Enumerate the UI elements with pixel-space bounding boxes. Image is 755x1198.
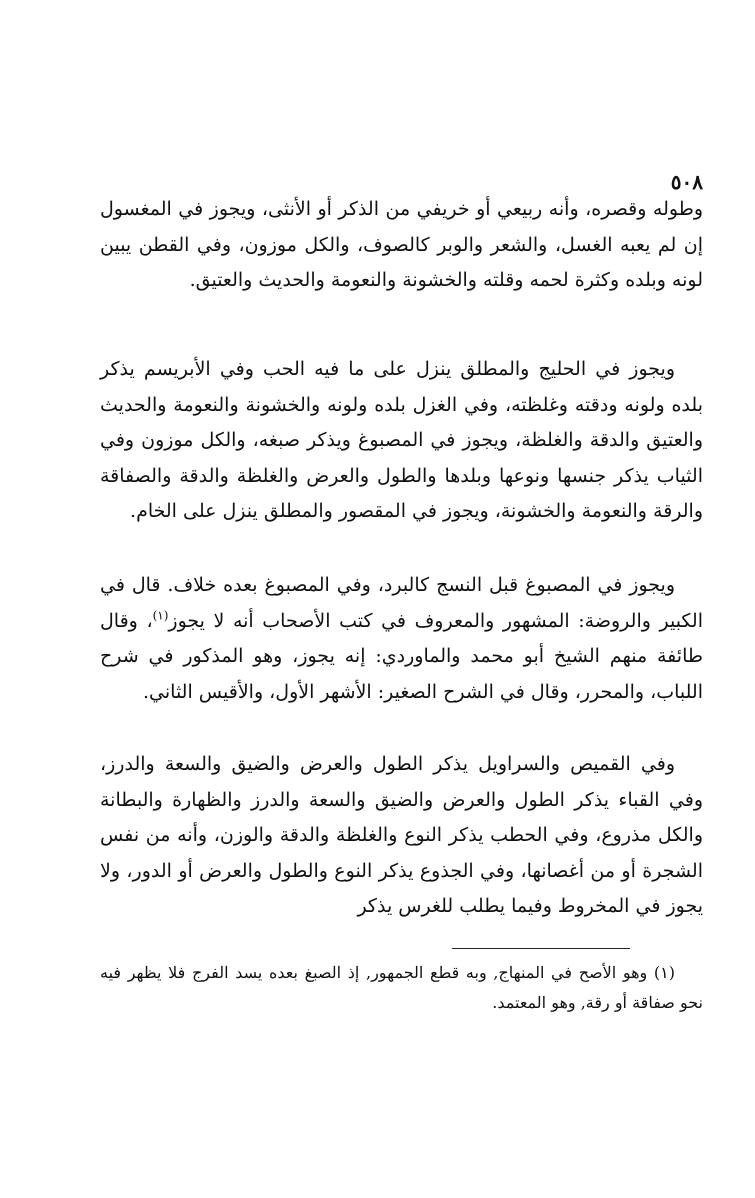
paragraph-3-text-before-ref: ويجوز في المصبوغ قبل النسج كالبرد، وفي المصبوغ بعده خلاف. قال في الكبير والروضة: المشهور والمعروف في كتب الأصحاب أنه لا يجوز xyxy=(100,574,703,632)
paragraph-3 xyxy=(100,568,703,710)
footnote-divider xyxy=(452,948,630,949)
page-number: ٥٠٨ xyxy=(670,170,703,194)
footnote-1: (١) وهو الأصح في المنهاج, وبه قطع الجمهور, إذ الصبغ بعده يسد الفرج فلا يظهر فيه نحو صفاقة أو رقة, وهو المعتمد. xyxy=(100,963,703,1012)
paragraph-2: ويجوز في الحليج والمطلق ينزل على ما فيه الحب وفي الأبريسم يذكر بلده ولونه ودقته وغلظته، وفي الغزل بلده ولونه والخشونة والنعومة والحديث والعتيق والدقة والغلظة، ويجوز في المصبوغ ويذكر صبغه، والكل موزون وفي الثياب يذكر جنسها ونوعها وبلدها والطول والعرض والغلظة والدقة والصفاقة والرقة والنعومة والخشونة، ويجوز في المقصور والمطلق ينزل على الخام. xyxy=(100,358,703,522)
footnote-reference-1[interactable]: (١) xyxy=(152,608,169,623)
paragraph-1: وطوله وقصره، وأنه ربيعي أو خريفي من الذكر أو الأنثى، ويجوز في المغسول إن لم يعبه الغسل، والشعر والوبر كالصوف، والكل موزون، وفي القطن يبين لونه وبلده وكثرة لحمه وقلته والخشونة والنعومة والحديث والعتيق. xyxy=(100,198,703,291)
paragraph-4: وفي القميص والسراويل يذكر الطول والعرض والضيق والسعة والدرز، وفي القباء يذكر الطول والعرض والضيق والسعة والدرز والظهارة والبطانة والكل مذروع، وفي الحطب يذكر النوع والغلظة والدقة والوزن، وأنه من نفس الشجرة أو من أغصانها، وفي الجذوع يذكر النوع والطول والعرض أو الدور، ولا يجوز في المخروط وفيما يطلب للغرس يذكر xyxy=(100,753,703,917)
paragraph-3-text-after-ref: ، وقال طائفة منهم الشيخ أبو محمد والماوردي: إنه يجوز، وهو المذكور في شرح اللباب، والمحرر، وقال في الشرح الصغير: الأشهر الأول، والأقيس الثاني. xyxy=(100,609,703,703)
